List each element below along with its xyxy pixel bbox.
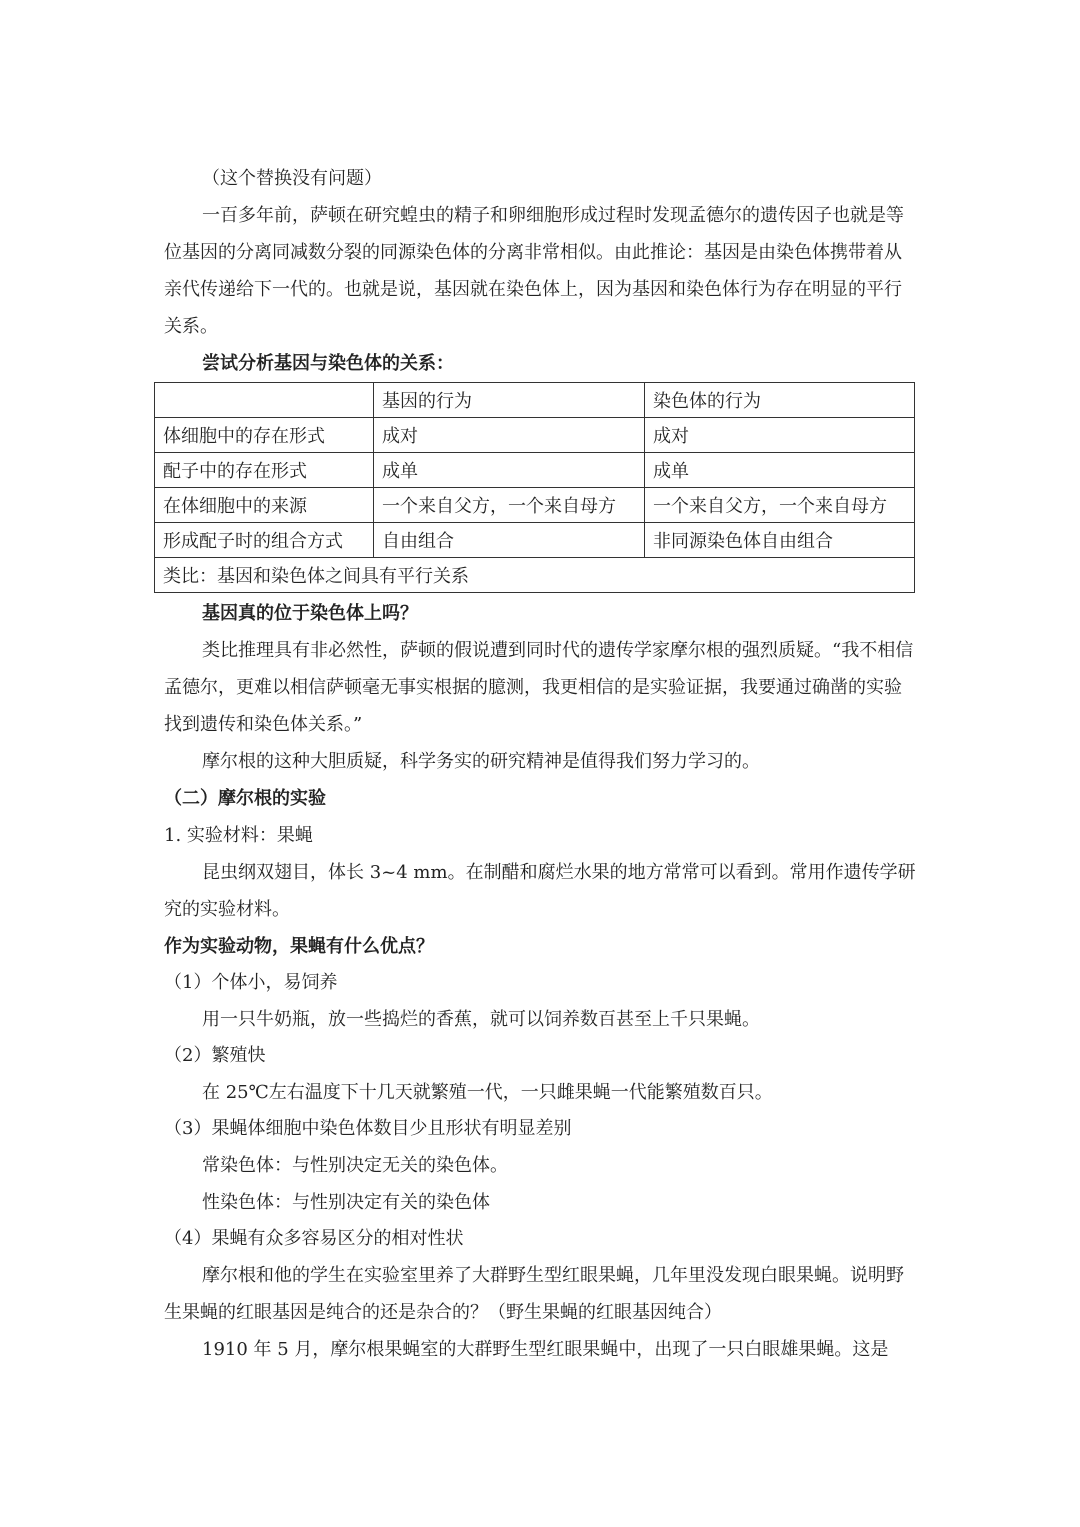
table-cell: 一个来自父方，一个来自母方 bbox=[645, 488, 915, 523]
red-eye-paragraph: 摩尔根和他的学生在实验室里养了大群野生型红眼果蝇，几年里没发现白眼果蝇。说明野生果蝇的红眼基因是纯合的还是杂合的？（野生果蝇的红眼基因纯合） bbox=[164, 1265, 904, 1323]
table-row bbox=[155, 488, 915, 523]
advantage-item-2: （2）繁殖快 bbox=[164, 1045, 266, 1066]
table-cell: 在体细胞中的来源 bbox=[155, 488, 374, 523]
table-header-row bbox=[155, 383, 915, 418]
sutton-paragraph: 一百多年前，萨顿在研究蝗虫的精子和卵细胞形成过程时发现孟德尔的遗传因子也就是等位基因的分离同减数分裂的同源染色体的分离非常相似。由此推论：基因是由染色体携带着从亲代传递给下一代的。也就是说，基因就在染色体上，因为基因和染色体行为存在明显的平行关系。 bbox=[164, 205, 904, 337]
table-row bbox=[155, 523, 915, 558]
section-heading-relation: 尝试分析基因与染色体的关系： bbox=[202, 353, 454, 374]
table-cell: 成单 bbox=[645, 453, 915, 488]
table-cell: 形成配子时的组合方式 bbox=[155, 523, 374, 558]
fruitfly-description: 昆虫纲双翅目，体长 3~4 mm。在制醋和腐烂水果的地方常常可以看到。常用作遗传学研究的实验材料。 bbox=[164, 862, 916, 920]
note-paragraph: （这个替换没有问题） bbox=[202, 168, 382, 189]
spirit-paragraph: 摩尔根的这种大胆质疑，科学务实的研究精神是值得我们努力学习的。 bbox=[202, 751, 760, 772]
table-row bbox=[155, 453, 915, 488]
table-cell: 成单 bbox=[374, 453, 645, 488]
table-header-cell: 基因的行为 bbox=[374, 383, 645, 418]
section-heading-morgan-experiment: （二）摩尔根的实验 bbox=[164, 788, 326, 809]
advantage-item-4: （4）果蝇有众多容易区分的相对性状 bbox=[164, 1228, 464, 1249]
advantage-item-1: （1）个体小，易饲养 bbox=[164, 972, 338, 993]
table-cell: 自由组合 bbox=[374, 523, 645, 558]
table-cell: 非同源染色体自由组合 bbox=[645, 523, 915, 558]
table-row bbox=[155, 418, 915, 453]
table-cell: 体细胞中的存在形式 bbox=[155, 418, 374, 453]
table-header-cell bbox=[155, 383, 374, 418]
table-footer-row bbox=[155, 558, 915, 593]
table-cell: 一个来自父方，一个来自母方 bbox=[374, 488, 645, 523]
table-cell: 成对 bbox=[374, 418, 645, 453]
advantage-detail-1: 用一只牛奶瓶，放一些捣烂的香蕉，就可以饲养数百甚至上千只果蝇。 bbox=[202, 1009, 760, 1030]
morgan-doubt-paragraph: 类比推理具有非必然性，萨顿的假说遭到同时代的遗传学家摩尔根的强烈质疑。“我不相信孟德尔，更难以相信萨顿毫无事实根据的臆测，我更相信的是实验证据，我要通过确凿的实验找到遗传和染色体关系。” bbox=[164, 640, 914, 735]
autosome-definition: 常染色体：与性别决定无关的染色体。 bbox=[202, 1155, 508, 1176]
table-footer-cell: 类比：基因和染色体之间具有平行关系 bbox=[155, 558, 915, 593]
material-heading: 1. 实验材料：果蝇 bbox=[164, 825, 313, 846]
gene-chromosome-table bbox=[154, 382, 915, 593]
sex-chromosome-definition: 性染色体：与性别决定有关的染色体 bbox=[202, 1192, 490, 1213]
white-eye-paragraph: 1910 年 5 月，摩尔根果蝇室的大群野生型红眼果蝇中，出现了一只白眼雄果蝇。这是 bbox=[202, 1339, 889, 1360]
table-header-cell: 染色体的行为 bbox=[645, 383, 915, 418]
advantages-heading: 作为实验动物，果蝇有什么优点？ bbox=[164, 936, 434, 957]
section-heading-question: 基因真的位于染色体上吗？ bbox=[202, 603, 418, 624]
document-page bbox=[164, 160, 916, 1368]
advantage-detail-2: 在 25℃左右温度下十几天就繁殖一代，一只雌果蝇一代能繁殖数百只。 bbox=[202, 1082, 773, 1103]
table-cell: 成对 bbox=[645, 418, 915, 453]
table-cell: 配子中的存在形式 bbox=[155, 453, 374, 488]
advantage-item-3: （3）果蝇体细胞中染色体数目少且形状有明显差别 bbox=[164, 1118, 572, 1139]
